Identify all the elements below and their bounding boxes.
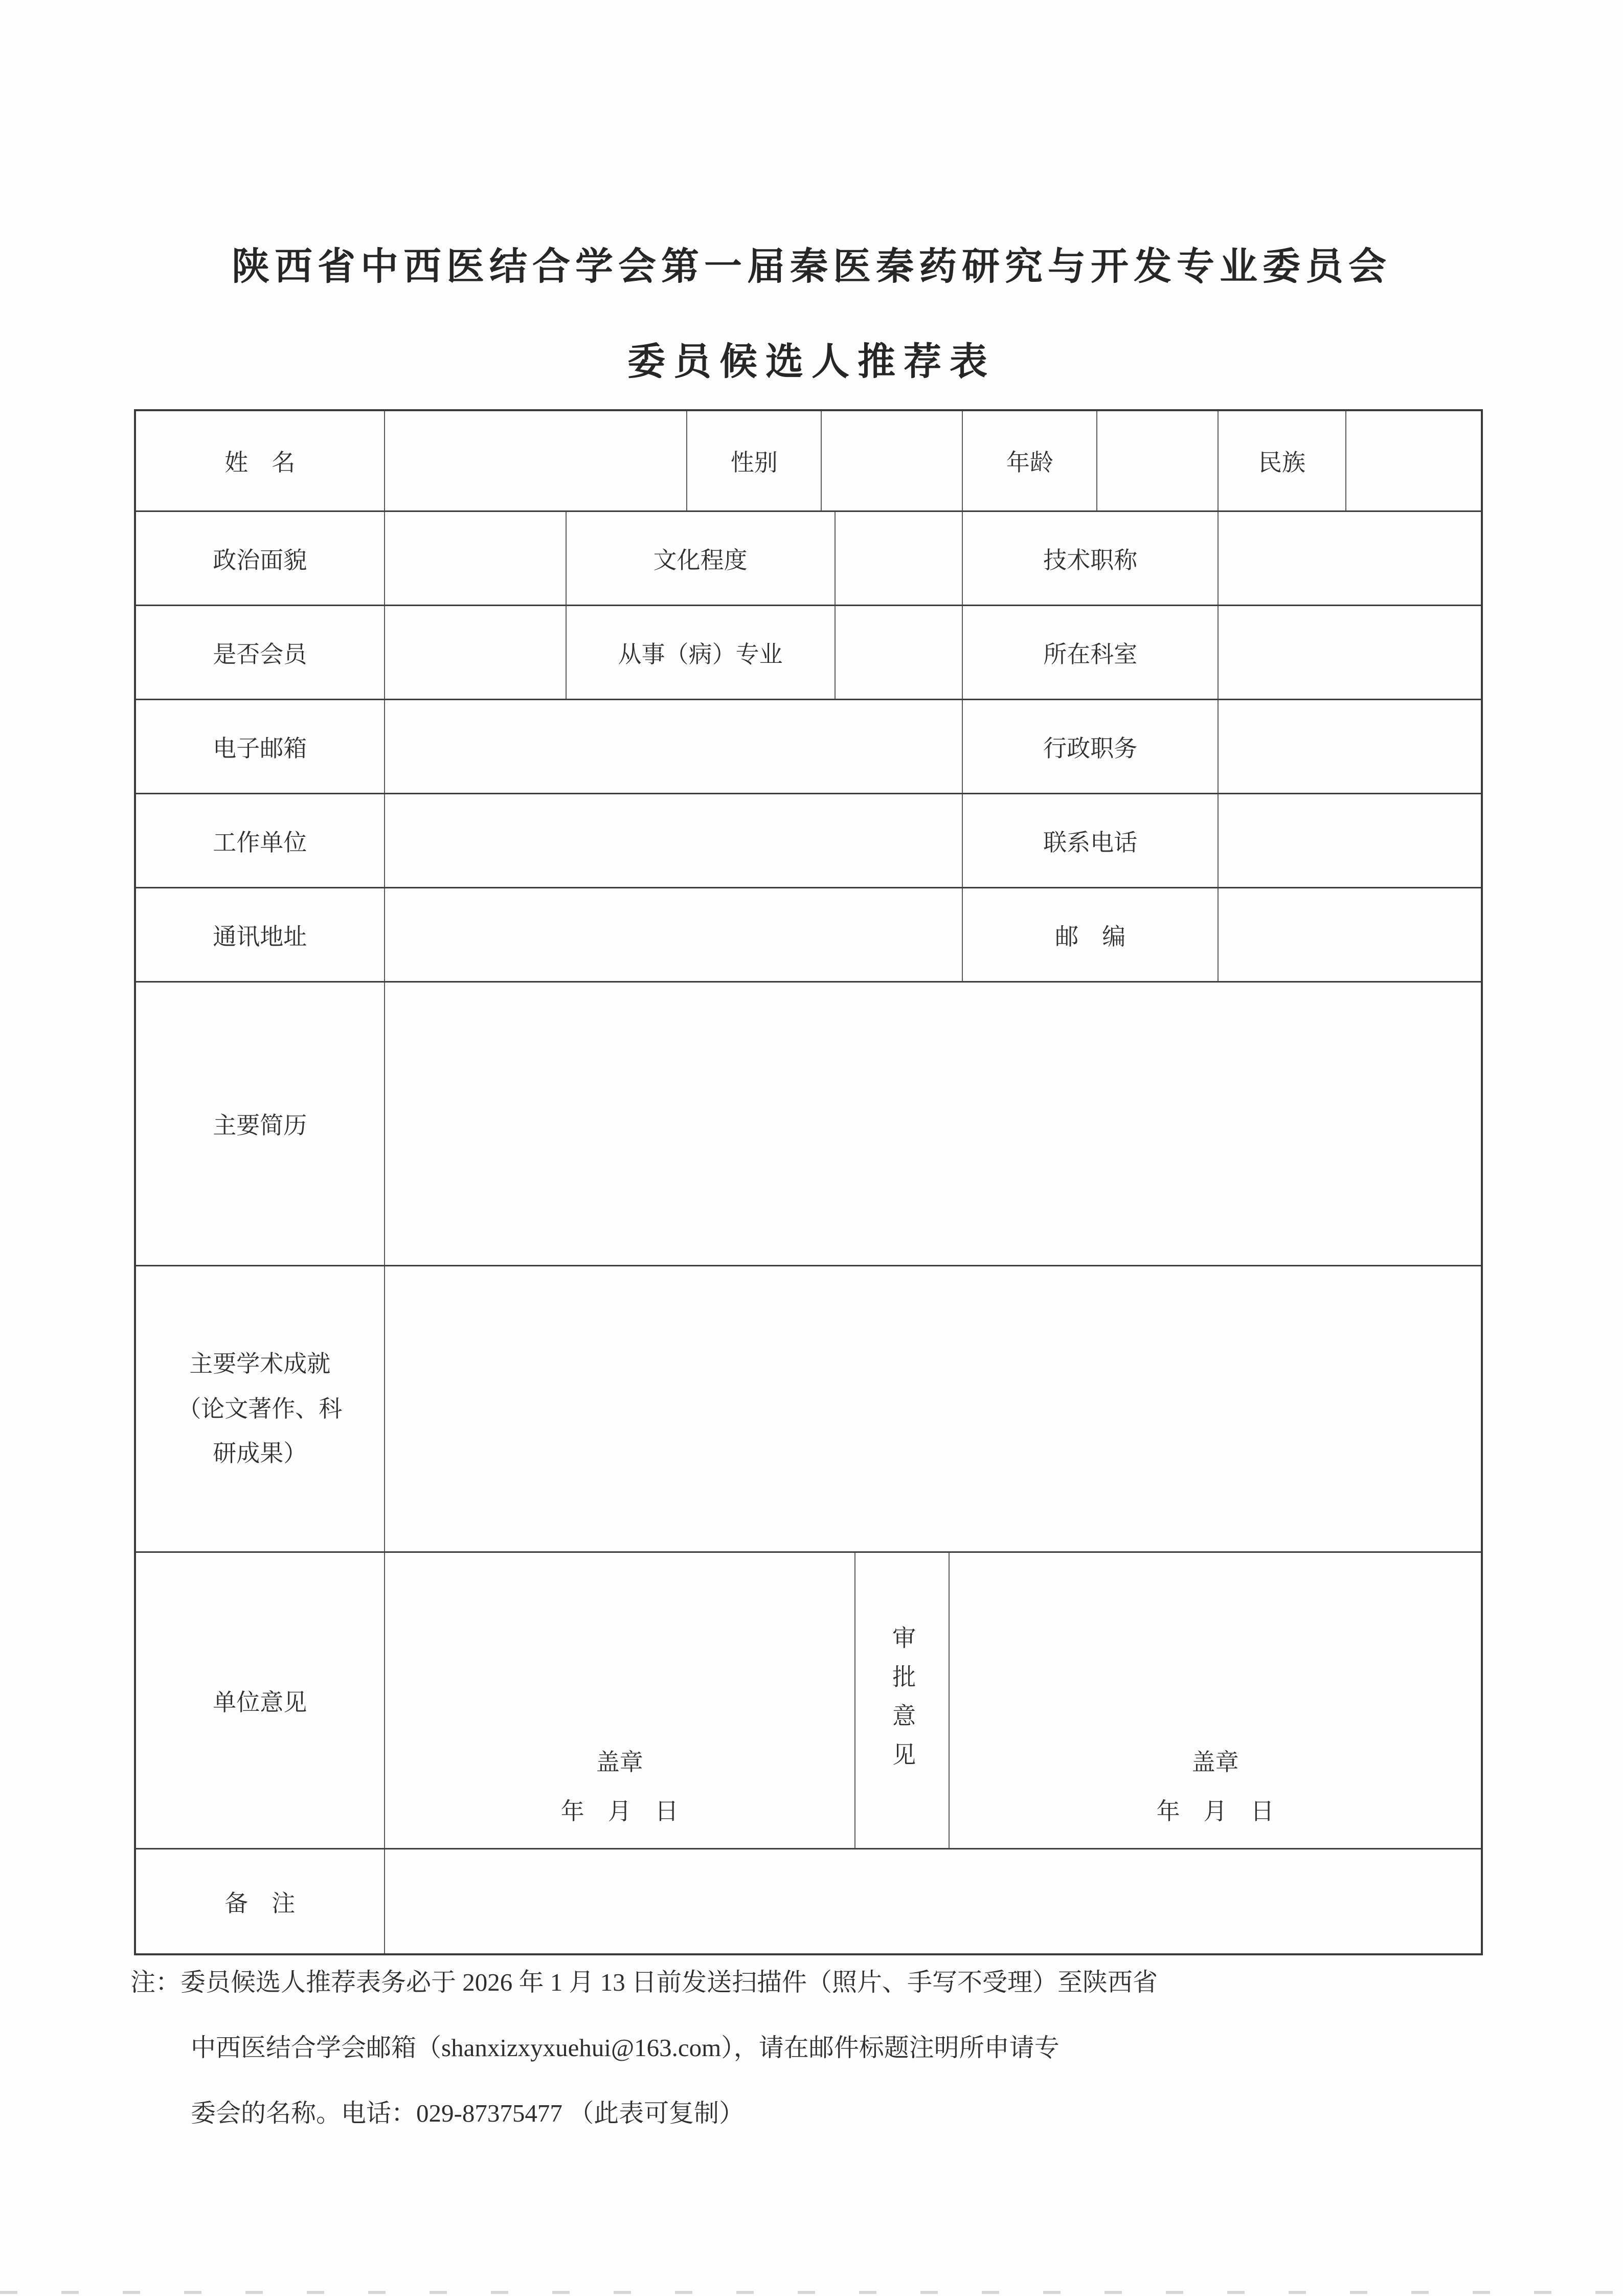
- recommendation-form-table: [134, 409, 1483, 1955]
- approval-opinion-label: 审批意见: [855, 1553, 950, 1848]
- department-label: 所在科室: [963, 606, 1219, 699]
- employer-value-cell: [385, 794, 963, 887]
- political-status-value-cell: [385, 512, 567, 605]
- resume-value-cell: [385, 983, 1481, 1265]
- unit-date-label: 年 月 日: [560, 1798, 679, 1824]
- ethnicity-label: 民族: [1219, 411, 1346, 510]
- education-label: 文化程度: [567, 512, 836, 605]
- table-row-employer: [136, 794, 1481, 888]
- postcode-label: 邮 编: [963, 888, 1219, 981]
- gender-label: 性别: [687, 411, 822, 510]
- membership-label: 是否会员: [136, 606, 385, 699]
- approval-seal-label: 盖章: [1191, 1749, 1239, 1775]
- department-value-cell: [1219, 606, 1481, 699]
- remarks-label: 备 注: [136, 1849, 385, 1953]
- footnote: [130, 1950, 1511, 2146]
- tech-title-value-cell: [1219, 512, 1481, 605]
- approval-seal-block: [1157, 1744, 1274, 1826]
- footnote-line3: 委会的名称。电话：029-87375477 （此表可复制）: [191, 2099, 745, 2127]
- age-label: 年龄: [963, 411, 1097, 510]
- employer-label: 工作单位: [136, 794, 385, 887]
- address-label: 通讯地址: [136, 888, 385, 981]
- address-value-cell: [385, 888, 963, 981]
- postcode-value-cell: [1219, 888, 1481, 981]
- footnote-line2: 中西医结合学会邮箱（shanxizxyxuehui@163.com），请在邮件标题注明所申请专: [191, 2034, 1060, 2062]
- table-row-name: [136, 411, 1481, 512]
- table-row-remarks: [136, 1849, 1481, 1953]
- specialty-label: 从事（病）专业: [567, 606, 836, 699]
- admin-post-label: 行政职务: [963, 700, 1219, 793]
- name-label: 姓 名: [136, 411, 385, 510]
- table-row-achievements: [136, 1266, 1481, 1553]
- tech-title-label: 技术职称: [963, 512, 1219, 605]
- email-label: 电子邮箱: [136, 700, 385, 793]
- table-row-political: [136, 512, 1481, 606]
- admin-post-value-cell: [1219, 700, 1481, 793]
- unit-opinion-label: 单位意见: [136, 1553, 385, 1848]
- political-status-label: 政治面貌: [136, 512, 385, 605]
- resume-label: 主要简历: [136, 983, 385, 1265]
- approval-date-label: 年 月 日: [1156, 1798, 1274, 1824]
- form-title-line1: 陕西省中西医结合学会第一届秦医秦药研究与开发专业委员会: [232, 246, 1391, 288]
- unit-opinion-value-cell: [385, 1553, 856, 1848]
- achievements-label: [136, 1266, 385, 1551]
- achievements-value-cell: [385, 1266, 1481, 1551]
- unit-seal-label: 盖章: [596, 1749, 643, 1775]
- table-row-address: [136, 888, 1481, 983]
- education-value-cell: [836, 512, 963, 605]
- email-value-cell: [385, 700, 963, 793]
- form-title-line2: 委员候选人推荐表: [627, 341, 996, 383]
- specialty-value-cell: [836, 606, 963, 699]
- age-value-cell: [1097, 411, 1219, 510]
- achievements-label-line1: 主要学术成就: [189, 1351, 331, 1377]
- phone-label: 联系电话: [963, 794, 1219, 887]
- membership-value-cell: [385, 606, 567, 699]
- table-row-email: [136, 700, 1481, 794]
- footnote-line1: 注：委员候选人推荐表务必于 2026 年 1 月 13 日前发送扫描件（照片、手写不受理）至陕西省: [130, 1968, 1158, 1996]
- unit-seal-block: [561, 1744, 679, 1826]
- table-row-resume: [136, 983, 1481, 1266]
- gender-value-cell: [822, 411, 963, 510]
- table-row-opinions: [136, 1553, 1481, 1849]
- name-value-cell: [385, 411, 688, 510]
- table-row-membership: [136, 606, 1481, 700]
- phone-value-cell: [1219, 794, 1481, 887]
- achievements-label-line2: （论文著作、科: [177, 1395, 343, 1422]
- achievements-label-line3: 研成果）: [213, 1440, 307, 1467]
- approval-opinion-value-cell: [950, 1553, 1481, 1848]
- scanner-edge-artifact: [0, 2291, 1623, 2294]
- ethnicity-value-cell: [1346, 411, 1481, 510]
- remarks-value-cell: [385, 1849, 1481, 1953]
